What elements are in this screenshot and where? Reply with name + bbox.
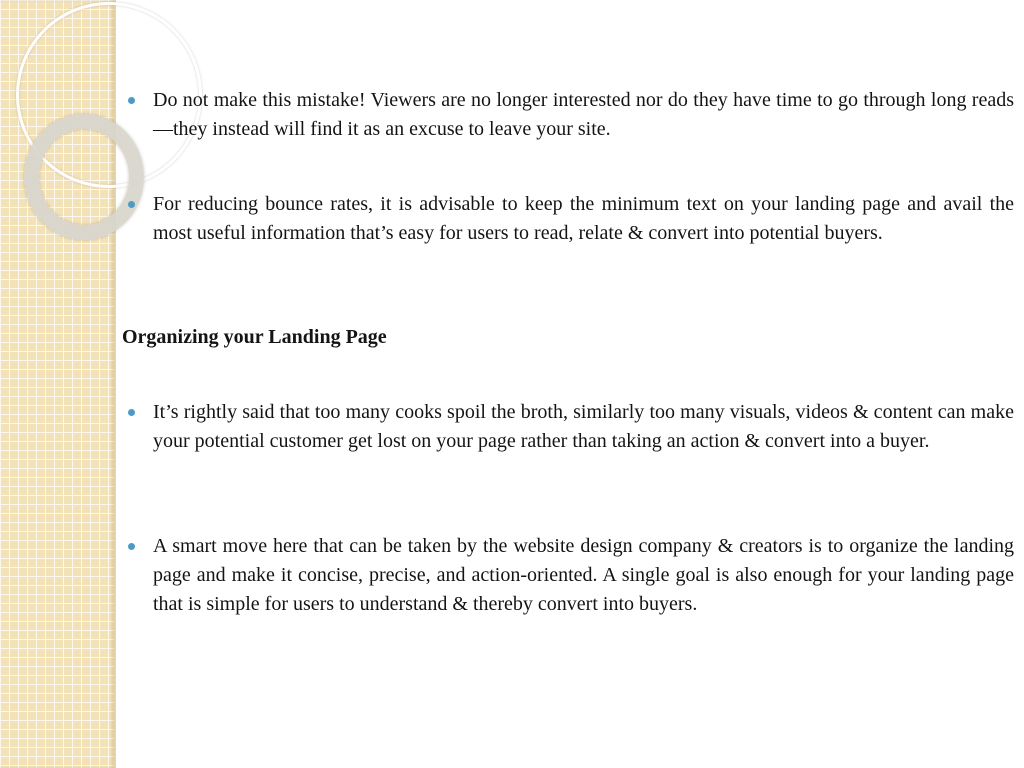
bullet-text: It’s rightly said that too many cooks spoil the broth, similarly too many visuals, videos & content can make your potential customer get lost on your page rather than taking an action & convert into a buyer. xyxy=(153,401,1014,452)
bullet-item xyxy=(122,190,1014,248)
bullet-text: For reducing bounce rates, it is advisable to keep the minimum text on your landing page and avail the most useful information that’s easy for users to read, relate & convert into potential buyers. xyxy=(153,193,1014,244)
bullet-item xyxy=(122,86,1014,144)
bullet-dot-icon xyxy=(128,409,135,416)
bullet-item xyxy=(122,398,1014,456)
bullet-text: Do not make this mistake! Viewers are no longer interested nor do they have time to go through long reads—they instead will find it as an excuse to leave your site. xyxy=(153,89,1014,140)
bullet-text: A smart move here that can be taken by the website design company & creators is to organize the landing page and make it concise, precise, and action-oriented. A single goal is also enough for your landing page that is simple for users to understand & thereby convert into buyers. xyxy=(153,535,1014,615)
section-heading: Organizing your Landing Page xyxy=(122,326,387,348)
bullet-dot-icon xyxy=(128,201,135,208)
bullet-item xyxy=(122,532,1014,619)
bullet-dot-icon xyxy=(128,97,135,104)
bullet-dot-icon xyxy=(128,543,135,550)
